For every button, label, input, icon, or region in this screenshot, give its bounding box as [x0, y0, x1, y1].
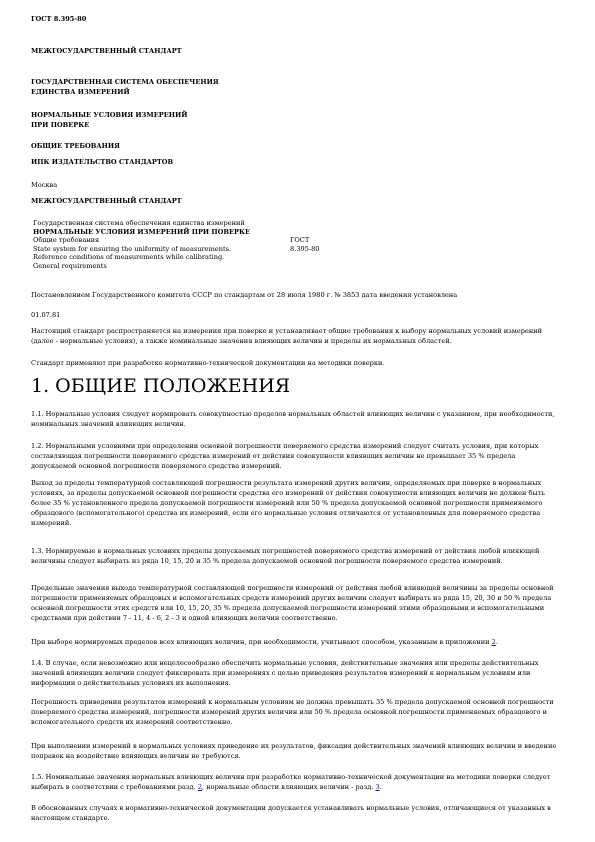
paragraph-text: . [379, 783, 382, 791]
intro-paragraph-1: Настоящий стандарт распространяется на измерения при поверке и устанавливает общие требования к выбору нормальных условий измерений (далее - нормальные условия), а также номинальные значения влияющих величин и пределы их нормальных областей. [31, 327, 543, 345]
paragraph-text: При выборе нормируемых пределов всех влияющих величин, при необходимости, учитывают способом, указанным в приложении [31, 638, 492, 646]
paragraph-1-3: 1.3. Нормируемые в нормальных условиях пределы допускаемых погрешностей поверяемого средства измерений от действия любой влияющей величины следует выбирать из ряда 10, 15, 20 и 35 % предела допускаемой основной погрешности поверяемого средства измерений. [31, 547, 540, 565]
system-title-line-1: ГОСУДАРСТВЕННАЯ СИСТЕМА ОБЕСПЕЧЕНИЯ [31, 78, 219, 86]
paragraph-text: . [495, 638, 498, 646]
subject-line-2: ПРИ ПОВЕРКЕ [31, 121, 90, 129]
subject-line-1: НОРМАЛЬНЫЕ УСЛОВИЯ ИЗМЕРЕНИЙ [31, 111, 188, 119]
paragraph-text: , нормальные области влияющих величин - разд. [202, 783, 376, 791]
paragraph-1-5 [31, 772, 561, 792]
title-block-table [33, 219, 553, 271]
title-cell: State system for ensuring the uniformity of measurements. [33, 244, 232, 253]
paragraph-1-2-continued: Выход за пределы температурной составляющей погрешности результата измерений других величин, определяемых при поверке в нормальных условиях, за пределы допускаемой основной погрешности средства его измерений от действия совокупности влияющих величин не должен быть более 35 % установленного предела допускаемой погрешности измерений или 50 % предела допускаемой основной погрешности применяемого образцового (вспомогательного) средства их измерений, если его нормальные условия отличаются от установленных для поверяемого средства измерений. [31, 479, 545, 527]
appendix-2-link[interactable]: 2 [491, 638, 496, 646]
system-title-line-2: ЕДИНСТВА ИЗМЕРЕНИЙ [31, 88, 130, 96]
decree-text: Постановлением Государственного комитета СССР по стандартам от 28 июля 1980 г. № 3853 дата введения установлена [31, 291, 458, 299]
intro-paragraph-2: Стандарт применяют при разработке нормативно-технической документации на методики поверки. [31, 359, 385, 367]
doc-code: ГОСТ 8.395-80 [31, 15, 87, 23]
title-cell: Reference conditions of measurements while calibrating. [33, 253, 225, 262]
city: Москва [31, 181, 58, 189]
paragraph-text: 1.5. Номинальные значения нормальных влияющих величин при разработке нормативно-технической документации на методики поверки следует выбирать в соответствии с требованиями разд. [31, 773, 551, 791]
paragraph-1-4: 1.4. В случае, если невозможно или нецелесообразно обеспечить нормальные условия, действительные значения или пределы действительных значений влияющих величин следует фиксировать при измерениях с целью приведения результатов измерений к нормальным условиям или информации о действительных условиях их выполнения. [31, 659, 539, 687]
table-row [33, 236, 553, 245]
section-3-link[interactable]: 3 [375, 783, 380, 791]
paragraph-1-5-continued: В обоснованных случаях в нормативно-технической документации допускается устанавливать нормальные условия, отличающиеся от указанных в настоящем стандарте. [31, 804, 551, 822]
paragraph-1-3-continued: Предельные значения выхода температурной составляющей погрешности измерений от действия любой влияющей величины за пределы основной погрешности применяемых образцовых и вспомогательных средств измерений других величин следует выбирать из ряда 15, 20, 30 и 50 % предела основной погрешности этих средств или 10, 15, 20, 35 % предела допускаемой погрешности измерений этими образцовыми и вспомогательными средствами при действии 7 - 11, 4 - 6, 2 - 3 и одной влияющих величин соответственно. [31, 584, 554, 622]
section-heading-1: 1. ОБЩИЕ ПОЛОЖЕНИЯ [31, 375, 291, 397]
title-cell: General requirements [33, 261, 107, 270]
paragraph-1-3-note [31, 637, 561, 647]
general-requirements-heading: ОБЩИЕ ТРЕБОВАНИЯ [31, 142, 120, 150]
paragraph-1-4-note: При выполнении измерений в нормальных условиях приведение их результатов, фиксация действительных значений влияющих величин и введение поправок на воздействие влияющих величин не требуются. [31, 742, 557, 760]
table-row [33, 245, 553, 254]
paragraph-1-4-continued: Погрешность приведения результатов измерений к нормальным условиям не должна превышать 35 % предела допускаемой основной погрешности поверяемого средства измерений, погрешности измерений других величин или 50 % предела основной погрешности применяемых образцового и вспомогательного средств их измерений соответственно. [31, 698, 554, 726]
code-cell: 8.395-80 [290, 244, 320, 253]
interstate-standard-heading-2: МЕЖГОСУДАРСТВЕННЫЙ СТАНДАРТ [31, 197, 182, 205]
code-cell: ГОСТ [290, 236, 310, 245]
title-cell: Государственная система обеспечения единства измерений [33, 219, 245, 227]
paragraph-1-2: 1.2. Нормальными условиями при определении основной погрешности поверяемого средства измерений следует считать условия, при которых составляющая погрешности поверяемого средства измерений от действия совокупности влияющих величин не превышает 35 % предела допускаемой основной погрешности поверяемого средства измерений. [31, 442, 539, 470]
section-2-link[interactable]: 2 [197, 783, 203, 791]
table-row [33, 219, 553, 228]
table-row [33, 262, 553, 271]
interstate-standard-heading: МЕЖГОСУДАРСТВЕННЫЙ СТАНДАРТ [31, 47, 182, 55]
publisher: ИПК ИЗДАТЕЛЬСТВО СТАНДАРТОВ [31, 158, 174, 166]
table-row [33, 253, 553, 262]
introduction-date: 01.07.81 [31, 311, 61, 319]
table-row [33, 228, 553, 237]
paragraph-1-1: 1.1. Нормальные условия следует нормировать совокупностью пределов нормальных областей влияющих величин с указанием, при необходимости, номинальных значений влияющих величин. [31, 410, 555, 428]
title-cell: Общие требования [33, 236, 100, 245]
title-cell: НОРМАЛЬНЫЕ УСЛОВИЯ ИЗМЕРЕНИЙ ПРИ ПОВЕРКЕ [33, 227, 250, 236]
